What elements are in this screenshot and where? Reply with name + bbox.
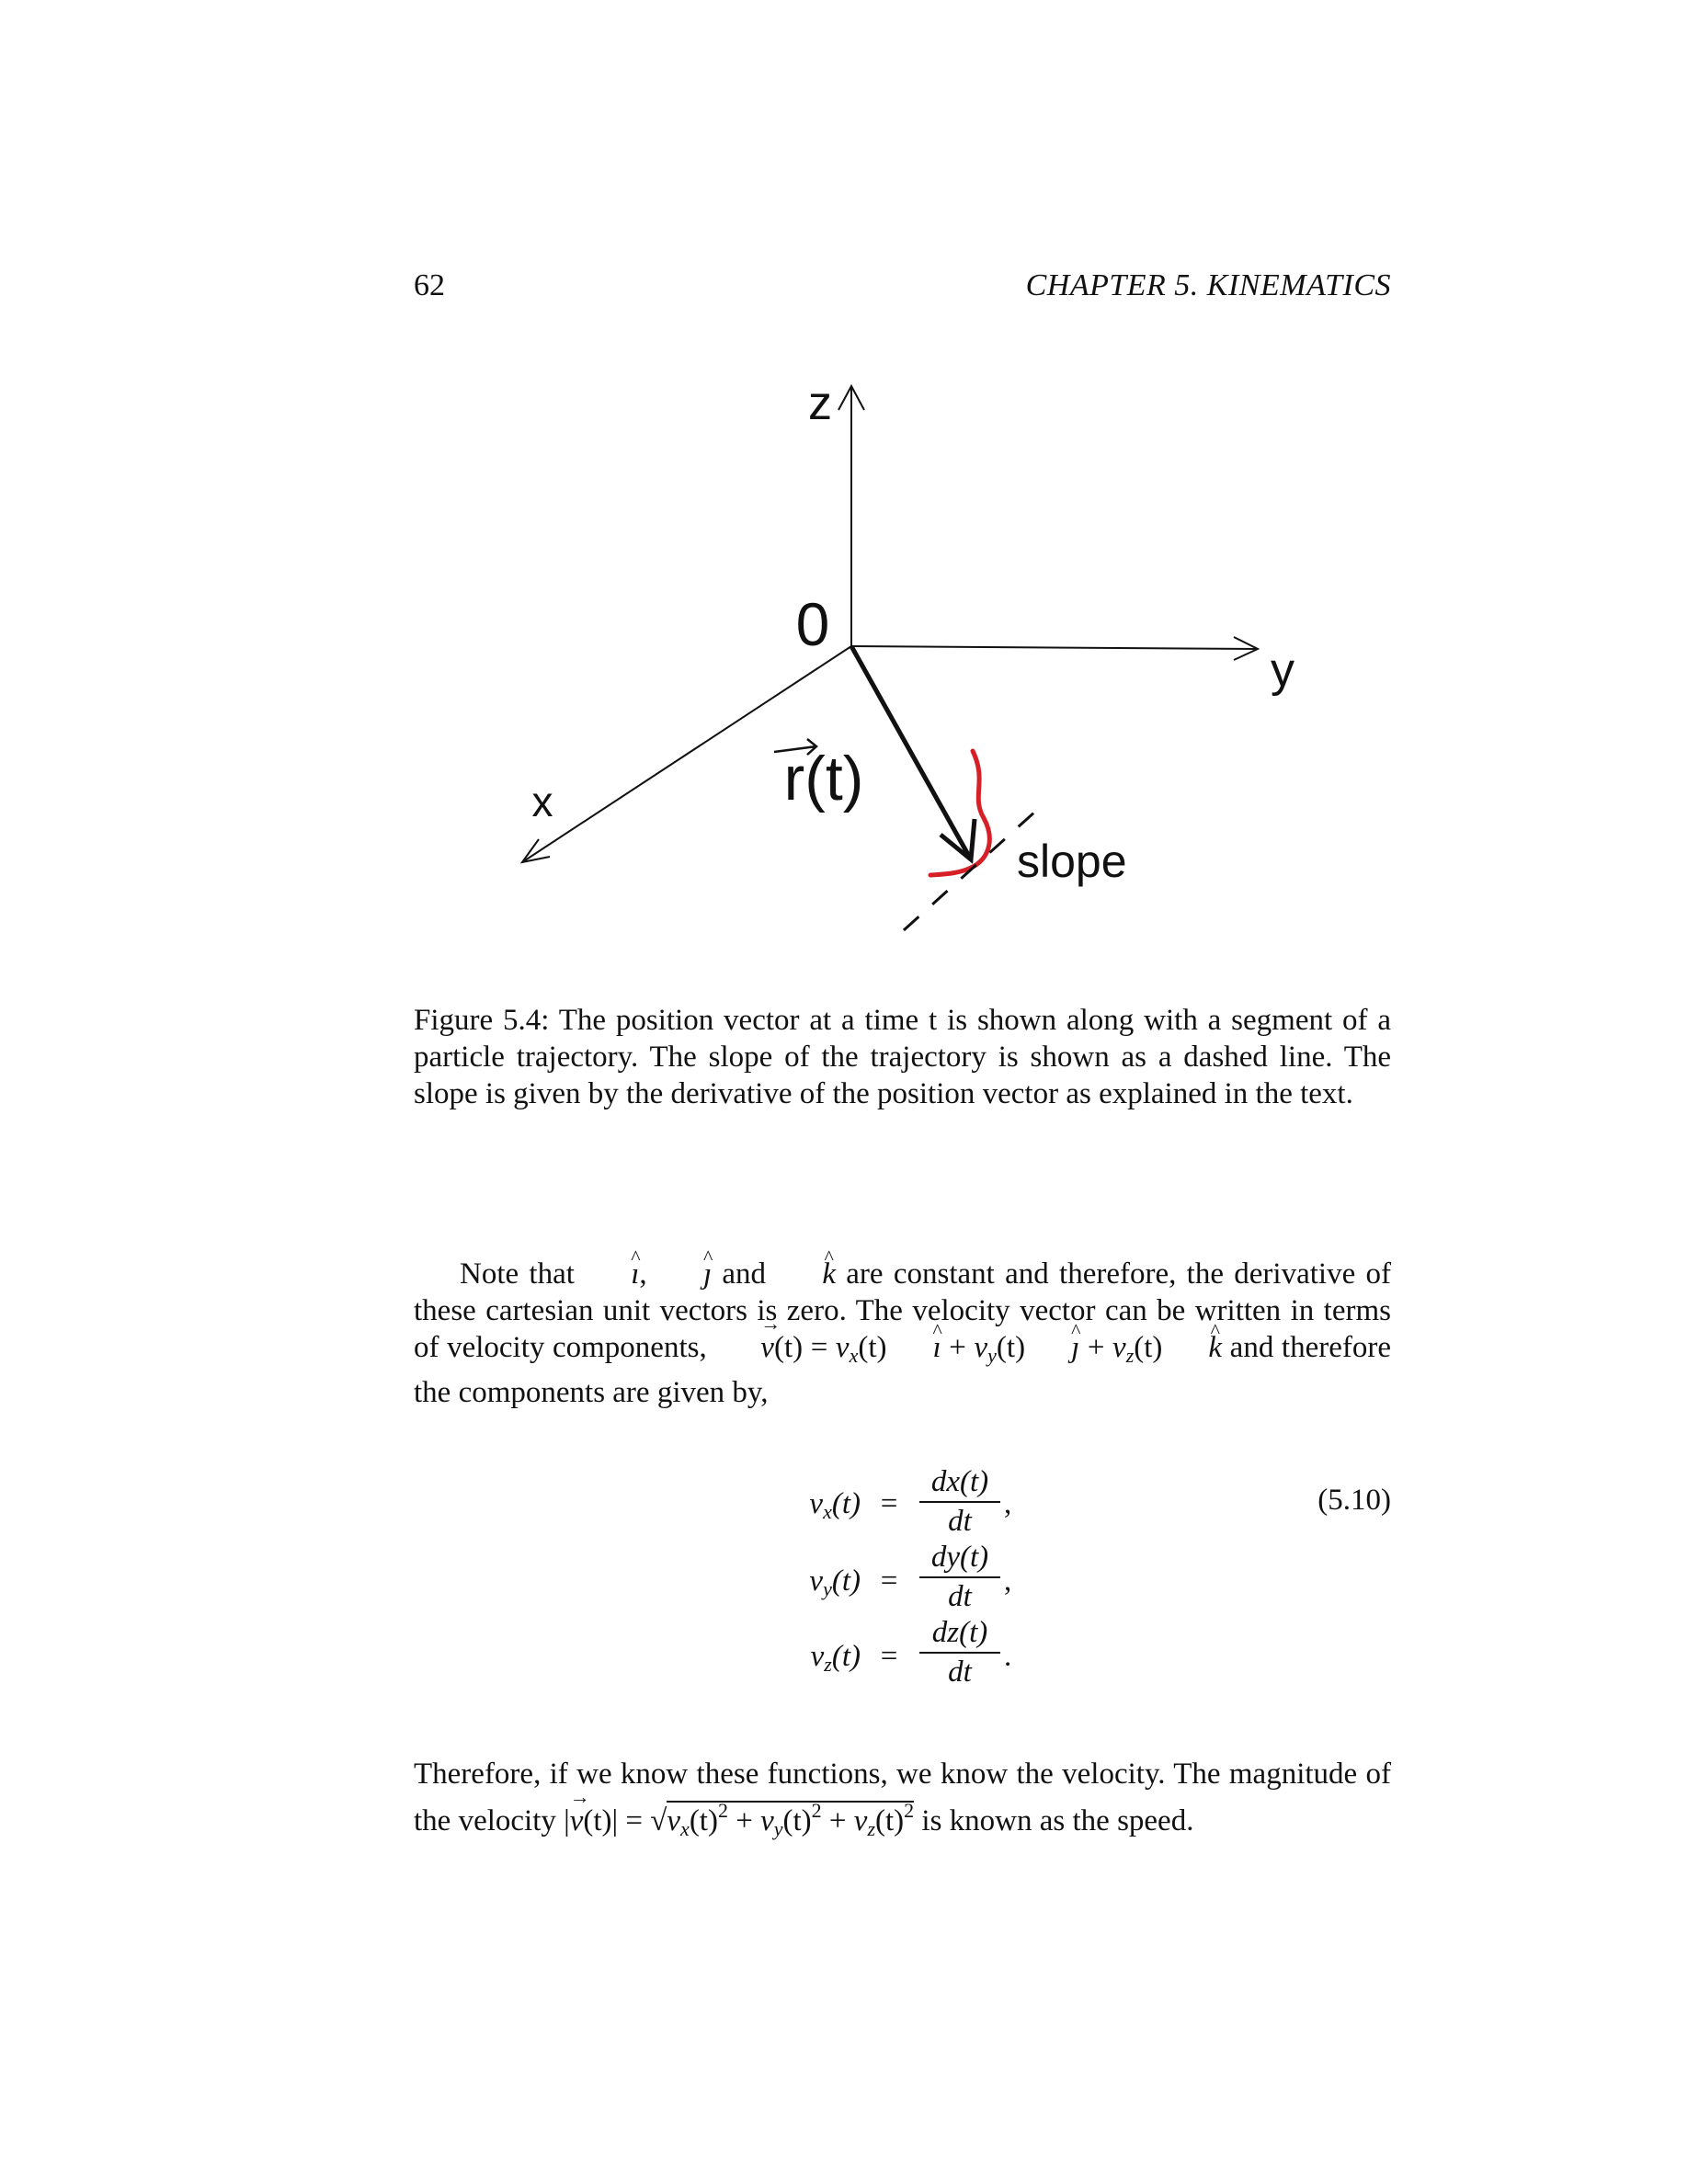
equation-punct-y: , (1004, 1564, 1012, 1598)
para1-text-1: Note that (460, 1257, 586, 1291)
para2-text-3: is known as the speed. (914, 1804, 1194, 1837)
denominator-dt-z: dt (948, 1655, 972, 1689)
vy-symbol: v (974, 1331, 988, 1364)
equation-lhs-x: $v_x(t)$ (809, 1487, 861, 1523)
para1-comma: , (639, 1257, 657, 1291)
equation-fraction-z (919, 1616, 1000, 1689)
velocity-vector-symbol: → v (714, 1329, 774, 1366)
sqrt-radicand: $v_x(t)^2 + v_y(t)^2 + v_z(t)^2$ (667, 1799, 915, 1840)
equation-equals-z: = (880, 1640, 898, 1673)
running-head: CHAPTER 5. KINEMATICS (1025, 268, 1391, 302)
equation-equals-x: = (880, 1487, 898, 1520)
page-number: 62 (414, 268, 445, 302)
equation-punct-x: , (1004, 1487, 1012, 1520)
figure-5-4 (0, 0, 1688, 993)
para1-plus-2: + (1079, 1331, 1113, 1364)
para1-text-2: are constant and therefore, the derivative of these cartesian unit vectors is zero. The velocity vector can be written in terms of velocity components, (414, 1257, 1391, 1364)
unit-vector-k: ^ k (776, 1256, 836, 1292)
unit-vector-i-2: ^ ı (887, 1329, 941, 1366)
numerator-dx: dx(t) (919, 1465, 1000, 1503)
equation-lhs-y: $v_y(t)$ (809, 1564, 861, 1600)
equation-punct-z: . (1004, 1640, 1012, 1673)
position-vector (851, 646, 971, 859)
paragraph-unit-vectors (414, 1256, 1391, 1411)
para1-plus-1: + (941, 1331, 975, 1364)
trajectory-segment (930, 751, 989, 875)
denominator-dt-x: dt (948, 1505, 972, 1538)
unit-vector-k-2: ^ k (1162, 1329, 1222, 1366)
para1-equals: = (803, 1331, 836, 1364)
vx-argument: (t) (858, 1331, 887, 1364)
numerator-dy: dy(t) (919, 1541, 1000, 1578)
position-vector-label: r(t) (783, 744, 864, 813)
paragraph-speed (414, 1756, 1391, 1848)
numerator-dz: dz(t) (919, 1616, 1000, 1654)
para1-and: and (712, 1257, 777, 1291)
para2-text-2: | = (611, 1804, 651, 1837)
figure-caption: Figure 5.4: The position vector at a time t is shown along with a segment of a particle trajectory. The slope of the trajectory is shown as a dashed line. The slope is given by the derivative of the position vector as explained in the text. (414, 1004, 1391, 1110)
para2-vt: (t) (583, 1804, 612, 1837)
vz-symbol: v (1112, 1331, 1126, 1364)
vx-symbol: v (835, 1331, 850, 1364)
unit-vector-j: ^ ȷ (657, 1256, 712, 1292)
equation-fraction-y (919, 1541, 1000, 1614)
vy-argument: (t) (996, 1331, 1026, 1364)
vz-subscript: z (1125, 1344, 1135, 1367)
equation-equals-y: = (880, 1564, 898, 1598)
para1-text-3: and therefore the components are given by, (414, 1331, 1391, 1409)
vz-argument: (t) (1134, 1331, 1163, 1364)
equation-lhs-z: $v_z(t)$ (810, 1640, 861, 1676)
denominator-dt-y: dt (948, 1580, 972, 1613)
vx-subscript: x (849, 1344, 859, 1367)
velocity-vector-symbol-2: → v (570, 1803, 584, 1839)
z-axis-label: z (808, 377, 832, 430)
unit-vector-i: ^ ı (585, 1256, 639, 1292)
vy-subscript: y (987, 1344, 997, 1367)
y-axis (851, 646, 1258, 649)
origin-label: 0 (795, 590, 830, 658)
unit-vector-j-2: ^ ȷ (1025, 1329, 1079, 1366)
sqrt-sign-icon: √ (650, 1804, 667, 1837)
y-axis-label: y (1271, 643, 1295, 697)
x-axis-label: x (531, 778, 553, 825)
equation-number: (5.10) (1317, 1484, 1391, 1517)
equation-fraction-x (919, 1465, 1000, 1539)
slope-label: slope (1017, 836, 1127, 887)
para2-text-1: Therefore, if we know these functions, we know the velocity. The magnitude of the velocity | (414, 1757, 1391, 1837)
para1-vt: (t) (773, 1331, 804, 1364)
